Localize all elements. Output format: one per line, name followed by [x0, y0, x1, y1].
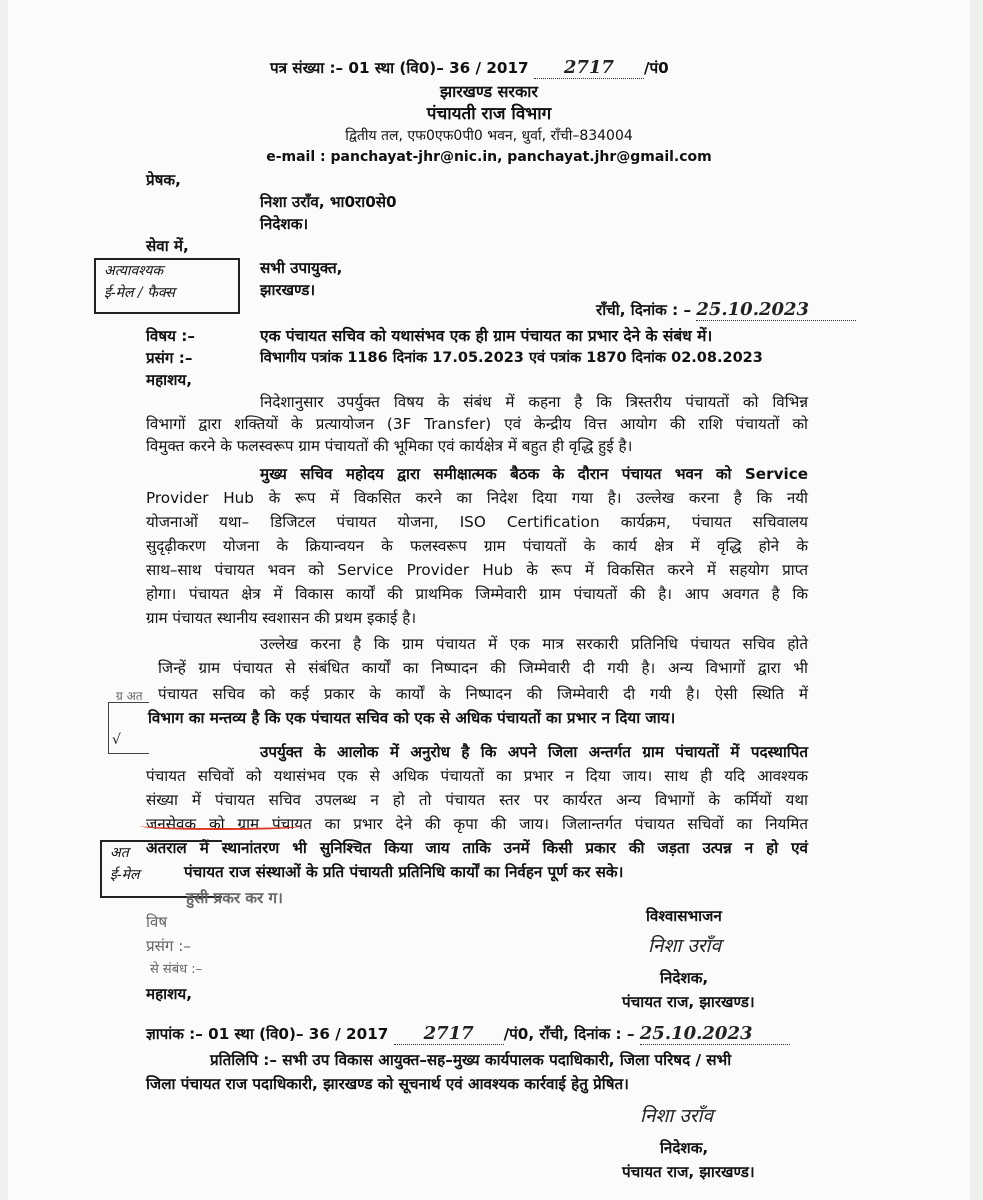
signature-designation: निदेशक, [660, 969, 709, 987]
para3-line: जिन्हें ग्राम पंचायत से संबंधित कार्यों का निष्पादन की जिम्मेवारी दी गयी है। अन्य विभागों द्वारा भी [158, 659, 808, 677]
para4-line: उपर्युक्त के आलोक में अनुरोध है कि अपने जिला अन्तर्गत ग्राम पंचायतों में पदस्थापित [260, 743, 808, 761]
urgent-stamp-line1: अत्यावश्यक [104, 263, 164, 279]
para1-line: विभागों द्वारा शक्तियों के प्रत्यायोजन (3F Transfer) एवं केन्द्रीय वित्त आयोग की राशि पंचायतों को [146, 415, 808, 433]
bleed-reference-2: से संबंध :– [150, 962, 203, 977]
para3-line: उल्लेख करना है कि ग्राम पंचायत में एक मात्र सरकारी प्रतिनिधि पंचायत सचिव होते [260, 635, 808, 653]
memo-date-handwritten: 25.10.2023 [640, 1024, 790, 1045]
bleed-stamp-line2: ई-मेल [110, 867, 140, 883]
copy-line1: प्रतिलिपि :– सभी उप विकास आयुक्त–सह–मुख्य कार्यपालक पदाधिकारी, जिला परिषद / सभी [210, 1051, 732, 1069]
date-handwritten: 25.10.2023 [696, 300, 856, 321]
urgent-stamp [94, 258, 240, 314]
salutation: महाशय, [146, 371, 192, 389]
sender-name: निशा उराँव, भा0रा0से0 [260, 193, 397, 211]
department-address: द्वितीय तल, एफ0एफ0पी0 भवन, धुर्वा, राँची–834004 [345, 128, 633, 144]
signature2-office: पंचायत राज, झारखण्ड। [622, 1163, 755, 1181]
signature2-handwritten: निशा उराँव [640, 1105, 714, 1127]
bleed-subject: विष [146, 913, 168, 931]
para4-line: संख्या में पंचायत सचिव उपलब्ध न हो तो पंचायत स्तर पर कार्यरत अन्य विभागों के कर्मियों यथा [146, 791, 808, 809]
para2-line: ग्राम पंचायत स्थानीय स्वशासन की प्रथम इकाई है। [146, 609, 417, 627]
para2-line: सुदृढ़ीकरण योजना के क्रियान्वयन के फलस्वरूप ग्राम पंचायतों के कार्य क्षेत्र में वृद्धि होने के [146, 537, 808, 555]
para1-line: विमुक्त करने के फलस्वरूप ग्राम पंचायतों की भूमिका एवं कार्यक्षेत्र में बहुत ही वृद्धि हुई है। [146, 437, 633, 455]
para4-line: अंतराल में स्थानांतरण भी सुनिश्चित किया जाय ताकि उनमें किसी प्रकार की जड़ता उत्पन्न न हो एवं [146, 839, 808, 857]
para2-line: साथ–साथ पंचायत भवन को Service Provider Hub के रूप में विकसित करने में सहयोग प्राप्त [146, 561, 808, 579]
memo-line [146, 1024, 790, 1045]
reference-label: प्रसंग :– [146, 349, 193, 367]
recipient-place: झारखण्ड। [260, 281, 316, 299]
bleed-salutation: महाशय, [146, 985, 192, 1003]
red-underline-highlight [140, 822, 302, 830]
bleed-mark: ग्र अत [116, 689, 143, 703]
memo-prefix: ज्ञापांक :– 01 स्था (वि0)– 36 / 2017 [146, 1025, 389, 1043]
para4-line: जनसेवक को ग्राम पंचायत का प्रभार देने की कृपा की जाय। जिलान्तर्गत पंचायत सचिवों का नियमित [146, 815, 808, 833]
date-line [596, 300, 856, 321]
para3-line: विभाग का मन्तव्य है कि एक पंचायत सचिव को एक से अधिक पंचायतों का प्रभार न दिया जाय। [148, 709, 676, 727]
bleed-reference: प्रसंग :– [146, 937, 191, 955]
para4-line: पंचायत सचिवों को यथासंभव एक से अधिक पंचायतों का प्रभार न दिया जाय। साथ ही यदि आवश्यक [146, 767, 808, 785]
para3-line: पंचायत सचिव को कई प्रकार के कार्यों के निष्पादन की जिम्मेवारी दी गयी है। ऐसी स्थिति में [158, 685, 808, 703]
letter-number-suffix: /पं0 [643, 59, 669, 77]
recipient-name: सभी उपायुक्त, [260, 259, 343, 277]
signature2-designation: निदेशक, [660, 1139, 709, 1157]
letter-page [8, 0, 970, 1200]
para4-line: पंचायत राज संस्थाओं के प्रति पंचायती प्रतिनिधि कार्यों का निर्वहन पूर्ण कर सके। [184, 863, 624, 881]
bleed-mark: √ [112, 732, 121, 748]
govt-name: झारखण्ड सरकार [440, 82, 538, 101]
signature-office: पंचायत राज, झारखण्ड। [622, 993, 755, 1011]
bleed-stamp-line1: अत [110, 845, 129, 861]
department-email: e-mail : panchayat-jhr@nic.in, panchayat.jhr@gmail.com [266, 149, 712, 165]
sender-label: प्रेषक, [146, 171, 181, 189]
signature-handwritten: निशा उराँव [648, 935, 722, 957]
closing-regards: विश्वासभाजन [646, 907, 722, 925]
subject-text: एक पंचायत सचिव को यथासंभव एक ही ग्राम पंचायत का प्रभार देने के संबंध में। [260, 327, 713, 345]
date-label: राँची, दिनांक : – [596, 301, 692, 319]
letter-number [270, 58, 669, 79]
para1-line: निदेशानुसार उपर्युक्त विषय के संबंध में कहना है कि त्रिस्तरीय पंचायतों को विभिन्न [260, 393, 808, 411]
para2-line: योजनाओं यथा– डिजिटल पंचायत योजना, ISO Certification कार्यक्रम, पंचायत सचिवालय [146, 513, 808, 531]
urgent-stamp-line2: ई-मेल / फैक्स [104, 285, 175, 301]
sender-designation: निदेशक। [260, 215, 309, 233]
reference-text: विभागीय पत्रांक 1186 दिनांक 17.05.2023 एवं पत्रांक 1870 दिनांक 02.08.2023 [260, 350, 763, 366]
memo-suffix: /पं0, राँची, दिनांक : – [503, 1025, 635, 1043]
letter-number-prefix: पत्र संख्या :– 01 स्था (वि0)– 36 / 2017 [270, 59, 529, 77]
para2-line: होगा। पंचायत क्षेत्र में विकास कार्यों की प्राथमिक जिम्मेवारी ग्राम पंचायतों की है। आप अवगत है कि [146, 585, 808, 603]
copy-line2: जिला पंचायत राज पदाधिकारी, झारखण्ड को सूचनार्थ एवं आवश्यक कार्रवाई हेतु प्रेषित। [146, 1075, 629, 1093]
department-name: पंचायती राज विभाग [426, 104, 552, 124]
closing-partial: हुसी प्रकर कर ग। [186, 889, 283, 907]
para2-line: Provider Hub के रूप में विकसित करने का निदेश दिया गया है। उल्लेख करना है कि नयी [146, 489, 808, 507]
para2-line: मुख्य सचिव महोदय द्वारा समीक्षात्मक बैठक के दौरान पंचायत भवन को Service [260, 465, 808, 483]
subject-label: विषय :– [146, 327, 195, 345]
letter-number-handwritten: 2717 [534, 58, 644, 79]
recipient-label: सेवा में, [146, 237, 189, 255]
memo-number-handwritten: 2717 [394, 1024, 504, 1045]
